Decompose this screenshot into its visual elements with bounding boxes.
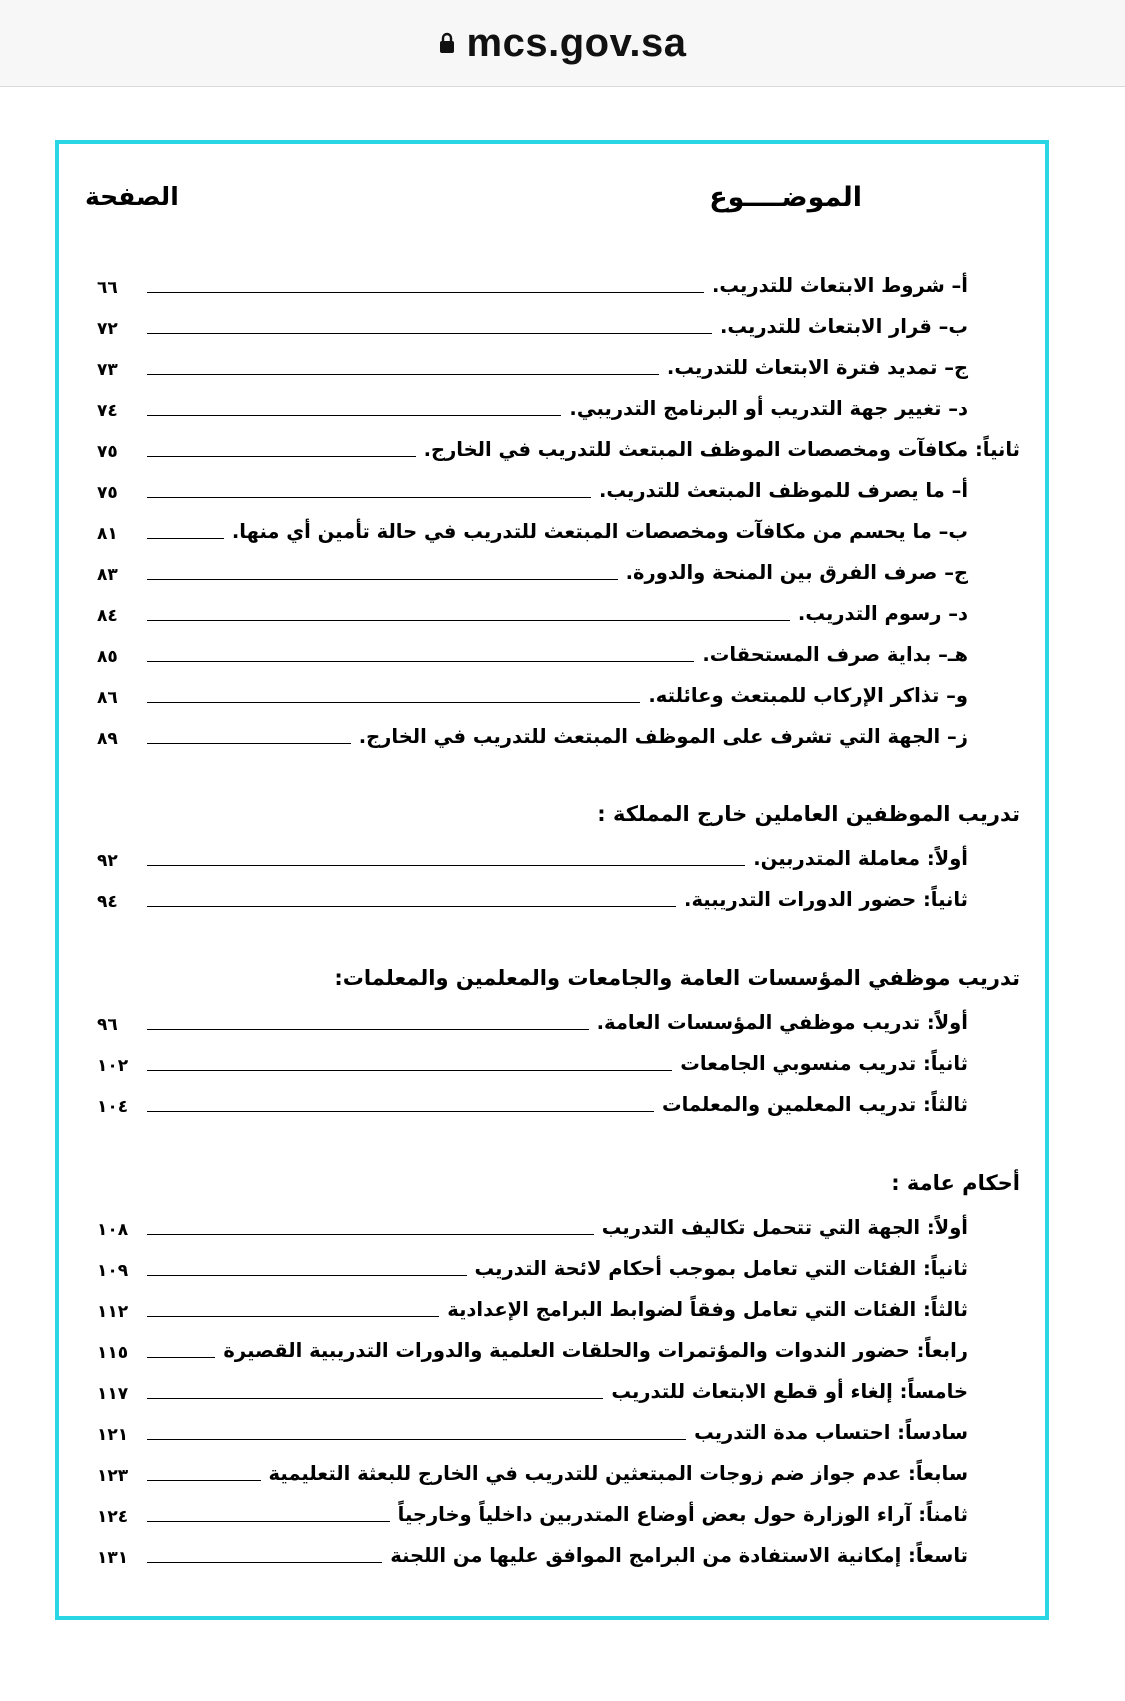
section-title: تدريب الموظفين العاملين خارج المملكة : xyxy=(597,802,1020,826)
leader-line xyxy=(147,333,712,334)
page-number: ١٠٨ xyxy=(97,1220,129,1240)
page-number: ٩٢ xyxy=(97,851,118,871)
leader-line xyxy=(147,1357,215,1358)
leader-line xyxy=(147,456,416,457)
leader-line xyxy=(147,538,224,539)
toc-entry: ثانياً: حضور الدورات التدريبية. ٩٤ xyxy=(97,888,968,912)
leader-line xyxy=(147,1234,594,1235)
page-number: ١٠٢ xyxy=(97,1056,129,1076)
section-title: أحكام عامة : xyxy=(891,1171,1020,1195)
leader-line xyxy=(147,702,640,703)
toc-entry: ج– صرف الفرق بين المنحة والدورة. ٨٣ xyxy=(97,561,968,585)
leader-line xyxy=(147,374,659,375)
toc-entry: ثانياً: تدريب منسوبي الجامعات ١٠٢ xyxy=(97,1052,968,1076)
page-number: ٩٤ xyxy=(97,892,118,912)
page-number: ٧٥ xyxy=(97,442,118,462)
leader-line xyxy=(147,497,591,498)
page-column-heading: الصفحة xyxy=(85,182,179,211)
toc-entry: خامساً: إلغاء أو قطع الابتعاث للتدريب ١١٧ xyxy=(97,1380,968,1404)
leader-line xyxy=(147,1480,261,1481)
page-number: ٩٦ xyxy=(97,1015,118,1035)
address-bar[interactable] xyxy=(0,0,1125,87)
leader-line xyxy=(147,1398,603,1399)
page-number: ١٠٤ xyxy=(97,1097,129,1117)
toc-entry: سابعاً: عدم جواز ضم زوجات المبتعثين للتدريب في الخارج للبعثة التعليمية ١٢٣ xyxy=(97,1462,968,1486)
toc-entry: أولاً: تدريب موظفي المؤسسات العامة. ٩٦ xyxy=(97,1011,968,1035)
toc-entry: ز– الجهة التي تشرف على الموظف المبتعث للتدريب في الخارج. ٨٩ xyxy=(97,725,968,749)
toc-entry: رابعاً: حضور الندوات والمؤتمرات والحلقات العلمية والدورات التدريبية القصيرة ١١٥ xyxy=(97,1339,968,1363)
leader-line xyxy=(147,661,694,662)
page-number: ٦٦ xyxy=(97,278,118,298)
leader-line xyxy=(147,292,704,293)
toc-entry: ب– قرار الابتعاث للتدريب. ٧٢ xyxy=(97,315,968,339)
page-number: ٧٢ xyxy=(97,319,118,339)
toc-entry: ثالثاً: الفئات التي تعامل وفقاً لضوابط البرامج الإعدادية ١١٢ xyxy=(97,1298,968,1322)
page-number: ٧٥ xyxy=(97,483,118,503)
toc-entry: ج– تمديد فترة الابتعاث للتدريب. ٧٣ xyxy=(97,356,968,380)
leader-line xyxy=(147,1029,589,1030)
page-number: ١٢٣ xyxy=(97,1466,129,1486)
toc-entry: أولاً: معاملة المتدربين. ٩٢ xyxy=(97,847,968,871)
lock-icon xyxy=(439,32,455,54)
leader-line xyxy=(147,1521,390,1522)
toc-entry: ب– ما يحسم من مكافآت ومخصصات المبتعث للتدريب في حالة تأمين أي منها. ٨١ xyxy=(97,520,968,544)
toc-entry: د– رسوم التدريب. ٨٤ xyxy=(97,602,968,626)
leader-line xyxy=(147,1111,654,1112)
toc-entry: ثامناً: آراء الوزارة حول بعض أوضاع المتدربين داخلياً وخارجياً ١٢٤ xyxy=(97,1503,968,1527)
toc-entry: هـ– بداية صرف المستحقات. ٨٥ xyxy=(97,643,968,667)
page-number: ٨٦ xyxy=(97,688,118,708)
section-title: تدريب موظفي المؤسسات العامة والجامعات والمعلمين والمعلمات: xyxy=(334,966,1020,990)
toc-entry: تاسعاً: إمكانية الاستفادة من البرامج الموافق عليها من اللجنة ١٣١ xyxy=(97,1544,968,1568)
page-number: ٨٤ xyxy=(97,606,118,626)
page-number: ٧٤ xyxy=(97,401,118,421)
url-text: mcs.gov.sa xyxy=(466,20,687,65)
page-number: ١١٢ xyxy=(97,1302,129,1322)
leader-line xyxy=(147,1070,672,1071)
page-number: ٨٥ xyxy=(97,647,118,667)
leader-line xyxy=(147,579,618,580)
toc-entry: د– تغيير جهة التدريب أو البرنامج التدريبي. ٧٤ xyxy=(97,397,968,421)
leader-line xyxy=(147,1316,439,1317)
leader-line xyxy=(147,865,745,866)
toc-page xyxy=(55,140,1049,1620)
page-number: ١١٧ xyxy=(97,1384,129,1404)
leader-line xyxy=(147,743,351,744)
page-number: ١٢١ xyxy=(97,1425,129,1445)
page-number: ٨١ xyxy=(97,524,118,544)
page-number: ٨٩ xyxy=(97,729,118,749)
toc-entry: ثانياً: الفئات التي تعامل بموجب أحكام لائحة التدريب ١٠٩ xyxy=(97,1257,968,1281)
page-number: ١١٥ xyxy=(97,1343,129,1363)
toc-entry: سادساً: احتساب مدة التدريب ١٢١ xyxy=(97,1421,968,1445)
toc-entry: ثانياً: مكافآت ومخصصات الموظف المبتعث للتدريب في الخارج. ٧٥ xyxy=(97,438,1020,462)
leader-line xyxy=(147,1439,686,1440)
topic-column-heading: الموضــــوع xyxy=(709,182,862,213)
page-number: ١٣١ xyxy=(97,1548,129,1568)
toc-entry: ثالثاً: تدريب المعلمين والمعلمات ١٠٤ xyxy=(97,1093,968,1117)
leader-line xyxy=(147,620,790,621)
leader-line xyxy=(147,906,676,907)
page-number: ٧٣ xyxy=(97,360,118,380)
page-number: ١٠٩ xyxy=(97,1261,129,1281)
toc-entry: أ– ما يصرف للموظف المبتعث للتدريب. ٧٥ xyxy=(97,479,968,503)
toc-entry: و– تذاكر الإركاب للمبتعث وعائلته. ٨٦ xyxy=(97,684,968,708)
leader-line xyxy=(147,415,561,416)
leader-line xyxy=(147,1275,467,1276)
toc-entry: أولاً: الجهة التي تتحمل تكاليف التدريب ١٠٨ xyxy=(97,1216,968,1240)
page-number: ٨٣ xyxy=(97,565,118,585)
leader-line xyxy=(147,1562,382,1563)
page-number: ١٢٤ xyxy=(97,1507,129,1527)
toc-entry: أ– شروط الابتعاث للتدريب. ٦٦ xyxy=(97,274,968,298)
